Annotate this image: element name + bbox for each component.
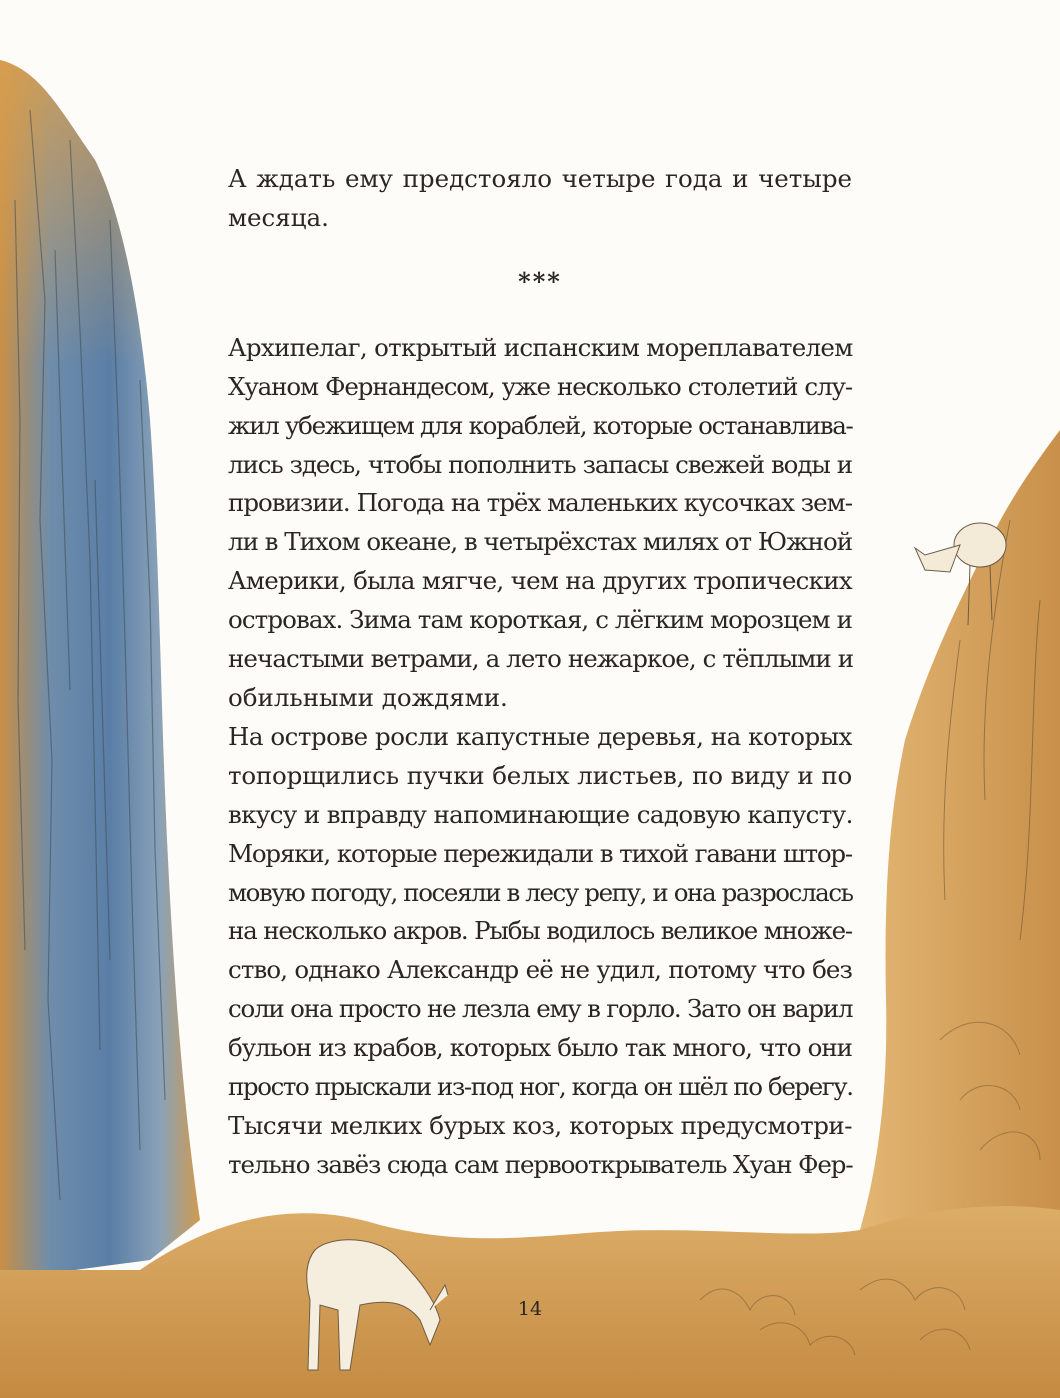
text-line: А ждать ему предстояло четыре года и четыре — [228, 164, 852, 193]
text-line: нечастыми ветрами, а лето нежаркое, с тёплыми и — [228, 644, 854, 674]
text-line: месяца. — [228, 202, 329, 232]
left-rock — [0, 60, 200, 1280]
text-line: островах. Зима там короткая, с лёгким морозцем и — [228, 605, 853, 635]
paragraph — [228, 1107, 852, 1185]
text-line: Америки, была мягче, чем на других тропических — [228, 566, 852, 596]
text-line: бульон из крабов, которых было так много, что они — [228, 1033, 852, 1063]
paragraph — [228, 160, 852, 238]
text-line: просто прыскали из-под ног, когда он шёл по берегу. — [228, 1072, 853, 1102]
text-line: обильными дождями. — [228, 682, 508, 712]
paragraph — [228, 718, 852, 1107]
text-line: мовую погоду, посеяли в лесу репу, и она разрослась — [228, 877, 853, 907]
page-number: 14 — [517, 1298, 543, 1320]
text-line: вкусу и вправду напоминающие садовую капусту. — [228, 799, 853, 829]
text-line: тельно завёз сюда сам первооткрыватель Хуан Фер- — [228, 1149, 853, 1179]
section-separator: *** — [518, 266, 562, 296]
text-line: На острове росли капустные деревья, на которых — [228, 721, 852, 751]
text-line: Хуаном Фернандесом, уже несколько столетий слу- — [228, 371, 852, 401]
text-line: соли она просто не лезла ему в горло. Зато он варил — [228, 994, 853, 1024]
paragraph — [228, 329, 852, 718]
text-line: провизии. Погода на трёх маленьких кусочках зем- — [228, 488, 852, 518]
text-line: на несколько акров. Рыбы водилось великое множе- — [228, 916, 852, 946]
text-line: ли в Тихом океане, в четырёхстах милях от Южной — [228, 527, 853, 557]
text-line: жил убежищем для кораблей, которые останавлива- — [228, 410, 853, 440]
page-text — [228, 160, 852, 1185]
text-line: ство, однако Александр её не удил, потому что без — [228, 955, 852, 985]
text-line: топорщились пучки белых листьев, по виду и по — [228, 760, 852, 790]
text-line: лись здесь, чтобы пополнить запасы свежей воды и — [228, 449, 852, 479]
text-line: Моряки, которые пережидали в тихой гавани штор- — [228, 838, 852, 868]
text-line: Тысячи мелких бурых коз, которых предусмотри- — [228, 1110, 852, 1140]
text-line: Архипелаг, открытый испанским мореплавателем — [228, 332, 853, 362]
